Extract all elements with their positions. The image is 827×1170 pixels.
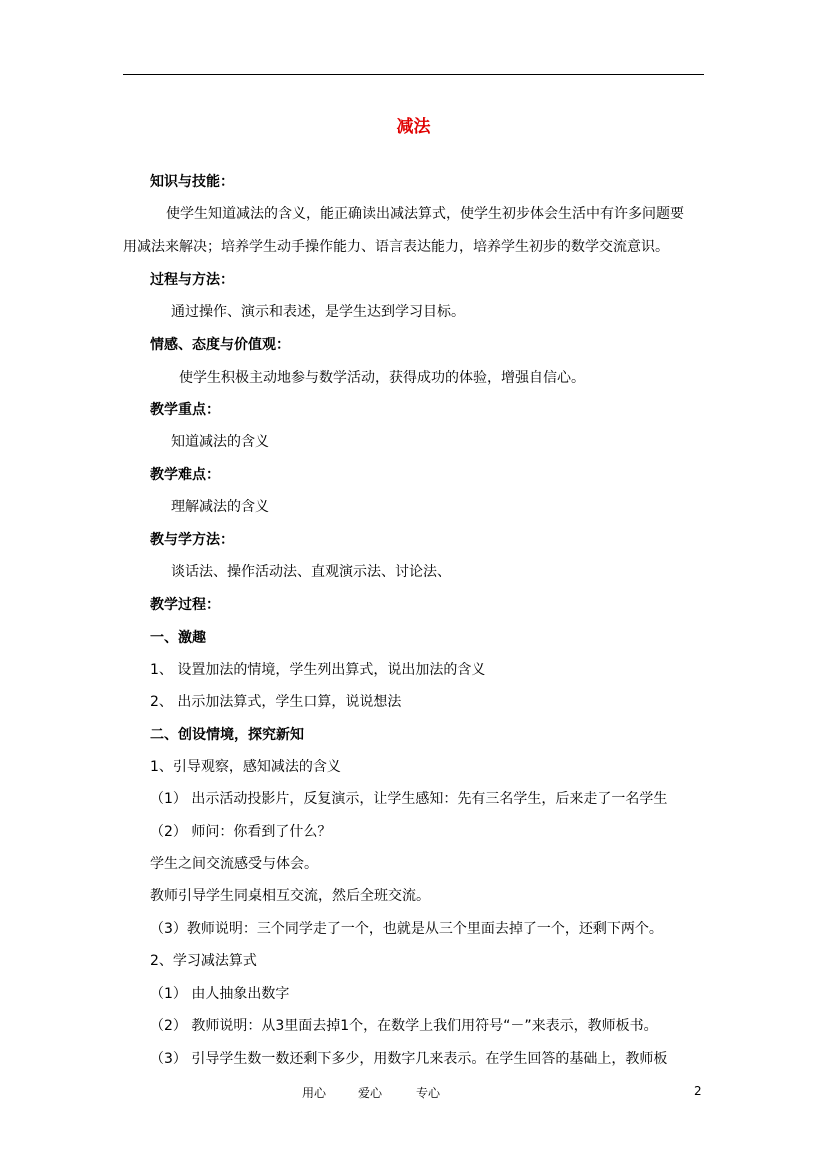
body-line: （1） 出示活动投影片，反复演示，让学生感知：先有三名学生，后来走了一名学生 [150,791,668,807]
body-line: 使学生知道减法的含义，能正确读出减法算式，使学生初步体会生活中有许多问题要 [166,206,684,222]
body-line: （3）教师说明：三个同学走了一个，也就是从三个里面去掉了一个，还剩下两个。 [150,921,663,937]
body-line: 2、 出示加法算式，学生口算，说说想法 [150,694,402,710]
section-heading: 教学难点： [150,467,220,483]
body-line: 1、 设置加法的情境，学生列出算式，说出加法的含义 [150,662,486,678]
body-line: 使学生积极主动地参与数学活动，获得成功的体验，增强自信心。 [179,370,585,386]
body-line: 学生之间交流感受与体会。 [150,856,318,872]
page-number: 2 [694,1084,702,1098]
section-heading: 二、创设情境，探究新知 [150,727,304,743]
body-line: （2） 教师说明：从3里面去掉1个，在数学上我们用符号“－”来表示，教师板书。 [150,1018,658,1034]
body-line: 通过操作、演示和表述，是学生达到学习目标。 [171,304,465,320]
footer-motto-1: 用心 [302,1086,327,1100]
body-line: 教师引导学生同桌相互交流，然后全班交流。 [150,888,430,904]
body-line: 1、引导观察，感知减法的含义 [150,759,341,775]
section-heading: 教学重点： [150,402,220,418]
section-heading: 知识与技能： [150,174,234,190]
footer-motto-2: 爱心 [358,1086,383,1100]
section-heading: 一、激趣 [150,630,206,646]
body-line: 理解减法的含义 [171,499,269,515]
section-heading: 教与学方法： [150,532,234,548]
body-line: 用减法来解决；培养学生动手操作能力、语言表达能力，培养学生初步的数学交流意识。 [123,239,669,255]
body-line: 知道减法的含义 [171,434,269,450]
body-line: （1） 由人抽象出数字 [150,986,290,1002]
body-line: （2） 师问：你看到了什么？ [150,824,332,840]
section-heading: 过程与方法： [150,272,234,288]
section-heading: 情感、态度与价值观： [150,337,290,353]
footer-motto-3: 专心 [416,1086,441,1100]
body-line: 2、学习减法算式 [150,953,257,969]
header-rule [123,74,704,75]
body-line: 谈话法、操作活动法、直观演示法、讨论法、 [171,564,451,580]
section-heading: 教学过程： [150,597,220,613]
document-title: 减法 [396,117,431,137]
body-line: （3） 引导学生数一数还剩下多少，用数字几来表示。在学生回答的基础上，教师板 [150,1051,668,1067]
